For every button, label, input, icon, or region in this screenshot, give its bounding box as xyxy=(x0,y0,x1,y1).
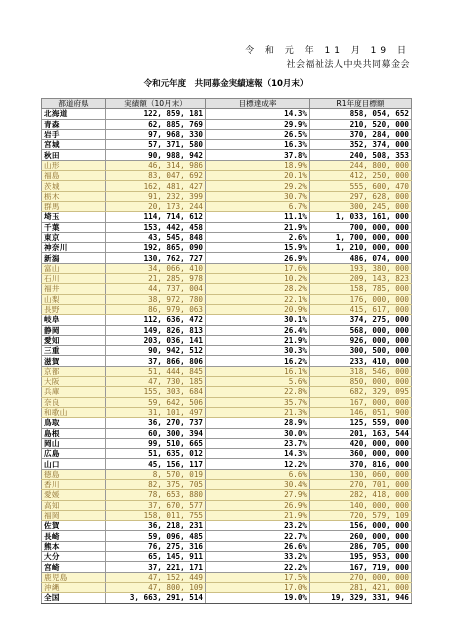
prefecture-cell: 鳥取 xyxy=(42,418,106,428)
results-table xyxy=(41,98,412,604)
actual-amount-cell: 86, 979, 063 xyxy=(106,304,206,314)
achievement-rate-cell: 14.3% xyxy=(206,109,310,119)
actual-amount-cell: 97, 968, 330 xyxy=(106,129,206,139)
achievement-rate-cell: 22.1% xyxy=(206,294,310,304)
table-row xyxy=(42,294,412,304)
table-row xyxy=(42,253,412,263)
target-amount-cell: 412, 250, 000 xyxy=(310,171,412,181)
target-amount-cell: 858, 054, 652 xyxy=(310,109,412,119)
target-amount-cell: 167, 719, 000 xyxy=(310,562,412,572)
table-row xyxy=(42,397,412,407)
table-row xyxy=(42,325,412,335)
target-amount-cell: 282, 418, 000 xyxy=(310,490,412,500)
target-amount-cell: 555, 600, 470 xyxy=(310,181,412,191)
prefecture-cell: 岩手 xyxy=(42,129,106,139)
target-amount-cell: 318, 546, 000 xyxy=(310,366,412,376)
actual-amount-cell: 76, 275, 316 xyxy=(106,541,206,551)
target-amount-cell: 850, 000, 000 xyxy=(310,377,412,387)
achievement-rate-cell: 26.9% xyxy=(206,253,310,263)
actual-amount-cell: 43, 545, 848 xyxy=(106,232,206,242)
table-row xyxy=(42,500,412,510)
column-header-actual: 実績額（10月末） xyxy=(106,99,206,109)
table-row xyxy=(42,552,412,562)
target-amount-cell: 176, 000, 000 xyxy=(310,294,412,304)
prefecture-cell: 香川 xyxy=(42,479,106,489)
target-amount-cell: 300, 245, 000 xyxy=(310,201,412,211)
prefecture-cell: 石川 xyxy=(42,274,106,284)
actual-amount-cell: 57, 371, 580 xyxy=(106,140,206,150)
target-amount-cell: 167, 000, 000 xyxy=(310,397,412,407)
report-date: 令 和 元 年 11 月 19 日 xyxy=(245,46,410,56)
target-amount-cell: 140, 000, 000 xyxy=(310,500,412,510)
achievement-rate-cell: 15.9% xyxy=(206,243,310,253)
prefecture-cell: 宮城 xyxy=(42,140,106,150)
table-row xyxy=(42,304,412,314)
actual-amount-cell: 44, 737, 004 xyxy=(106,284,206,294)
target-amount-cell: 146, 051, 900 xyxy=(310,407,412,417)
target-amount-cell: 1, 700, 000, 000 xyxy=(310,232,412,242)
prefecture-cell: 全国 xyxy=(42,593,106,603)
prefecture-cell: 長崎 xyxy=(42,531,106,541)
actual-amount-cell: 34, 066, 410 xyxy=(106,263,206,273)
achievement-rate-cell: 17.6% xyxy=(206,263,310,273)
achievement-rate-cell: 23.7% xyxy=(206,438,310,448)
achievement-rate-cell: 16.2% xyxy=(206,356,310,366)
actual-amount-cell: 153, 442, 458 xyxy=(106,222,206,232)
actual-amount-cell: 51, 444, 845 xyxy=(106,366,206,376)
achievement-rate-cell: 33.2% xyxy=(206,552,310,562)
target-amount-cell: 420, 000, 000 xyxy=(310,438,412,448)
actual-amount-cell: 38, 972, 780 xyxy=(106,294,206,304)
table-row xyxy=(42,160,412,170)
achievement-rate-cell: 21.3% xyxy=(206,407,310,417)
prefecture-cell: 北海道 xyxy=(42,109,106,119)
target-amount-cell: 352, 374, 000 xyxy=(310,140,412,150)
target-amount-cell: 682, 329, 095 xyxy=(310,387,412,397)
achievement-rate-cell: 37.8% xyxy=(206,150,310,160)
table-row xyxy=(42,356,412,366)
actual-amount-cell: 47, 152, 449 xyxy=(106,572,206,582)
actual-amount-cell: 90, 942, 512 xyxy=(106,346,206,356)
actual-amount-cell: 83, 047, 692 xyxy=(106,171,206,181)
achievement-rate-cell: 23.2% xyxy=(206,521,310,531)
actual-amount-cell: 59, 642, 506 xyxy=(106,397,206,407)
actual-amount-cell: 51, 635, 012 xyxy=(106,449,206,459)
target-amount-cell: 370, 816, 000 xyxy=(310,459,412,469)
target-amount-cell: 125, 559, 000 xyxy=(310,418,412,428)
achievement-rate-cell: 11.1% xyxy=(206,212,310,222)
achievement-rate-cell: 28.2% xyxy=(206,284,310,294)
achievement-rate-cell: 26.6% xyxy=(206,541,310,551)
achievement-rate-cell: 6.6% xyxy=(206,469,310,479)
target-amount-cell: 1, 033, 161, 000 xyxy=(310,212,412,222)
prefecture-cell: 神奈川 xyxy=(42,243,106,253)
achievement-rate-cell: 18.9% xyxy=(206,160,310,170)
achievement-rate-cell: 26.9% xyxy=(206,500,310,510)
table-row xyxy=(42,418,412,428)
table-row xyxy=(42,274,412,284)
actual-amount-cell: 60, 300, 394 xyxy=(106,428,206,438)
target-amount-cell: 297, 628, 000 xyxy=(310,191,412,201)
column-header-target: R1年度目標額 xyxy=(310,99,412,109)
actual-amount-cell: 47, 730, 185 xyxy=(106,377,206,387)
target-amount-cell: 195, 953, 000 xyxy=(310,552,412,562)
achievement-rate-cell: 30.4% xyxy=(206,479,310,489)
prefecture-cell: 岐阜 xyxy=(42,315,106,325)
actual-amount-cell: 155, 303, 684 xyxy=(106,387,206,397)
prefecture-cell: 山形 xyxy=(42,160,106,170)
table-row xyxy=(42,232,412,242)
column-header-rate: 目標達成率 xyxy=(206,99,310,109)
actual-amount-cell: 130, 762, 727 xyxy=(106,253,206,263)
table-row xyxy=(42,521,412,531)
achievement-rate-cell: 22.8% xyxy=(206,387,310,397)
achievement-rate-cell: 26.4% xyxy=(206,325,310,335)
target-amount-cell: 244, 800, 000 xyxy=(310,160,412,170)
target-amount-cell: 260, 000, 000 xyxy=(310,531,412,541)
prefecture-cell: 和歌山 xyxy=(42,407,106,417)
prefecture-cell: 京都 xyxy=(42,366,106,376)
prefecture-cell: 福岡 xyxy=(42,510,106,520)
achievement-rate-cell: 20.1% xyxy=(206,171,310,181)
target-amount-cell: 370, 284, 000 xyxy=(310,129,412,139)
prefecture-cell: 鹿児島 xyxy=(42,572,106,582)
table-row xyxy=(42,490,412,500)
achievement-rate-cell: 27.9% xyxy=(206,490,310,500)
actual-amount-cell: 149, 826, 813 xyxy=(106,325,206,335)
achievement-rate-cell: 20.9% xyxy=(206,304,310,314)
table-row xyxy=(42,315,412,325)
table-row xyxy=(42,407,412,417)
prefecture-cell: 山口 xyxy=(42,459,106,469)
table-row xyxy=(42,449,412,459)
table-row xyxy=(42,541,412,551)
target-amount-cell: 201, 163, 544 xyxy=(310,428,412,438)
organization-name: 社会福祉法人中央共同募金会 xyxy=(286,60,410,70)
prefecture-cell: 徳島 xyxy=(42,469,106,479)
actual-amount-cell: 162, 481, 427 xyxy=(106,181,206,191)
header-row xyxy=(42,99,412,109)
actual-amount-cell: 21, 285, 978 xyxy=(106,274,206,284)
prefecture-cell: 佐賀 xyxy=(42,521,106,531)
target-amount-cell: 156, 000, 000 xyxy=(310,521,412,531)
prefecture-cell: 東京 xyxy=(42,232,106,242)
actual-amount-cell: 192, 865, 090 xyxy=(106,243,206,253)
prefecture-cell: 岡山 xyxy=(42,438,106,448)
achievement-rate-cell: 22.7% xyxy=(206,531,310,541)
actual-amount-cell: 37, 670, 577 xyxy=(106,500,206,510)
prefecture-cell: 三重 xyxy=(42,346,106,356)
achievement-rate-cell: 30.1% xyxy=(206,315,310,325)
actual-amount-cell: 112, 636, 472 xyxy=(106,315,206,325)
prefecture-cell: 熊本 xyxy=(42,541,106,551)
table-row xyxy=(42,387,412,397)
achievement-rate-cell: 6.7% xyxy=(206,201,310,211)
achievement-rate-cell: 26.5% xyxy=(206,129,310,139)
actual-amount-cell: 203, 036, 141 xyxy=(106,335,206,345)
prefecture-cell: 秋田 xyxy=(42,150,106,160)
achievement-rate-cell: 12.2% xyxy=(206,459,310,469)
prefecture-cell: 兵庫 xyxy=(42,387,106,397)
target-amount-cell: 240, 508, 353 xyxy=(310,150,412,160)
achievement-rate-cell: 21.9% xyxy=(206,510,310,520)
actual-amount-cell: 31, 101, 497 xyxy=(106,407,206,417)
target-amount-cell: 720, 579, 109 xyxy=(310,510,412,520)
table-row xyxy=(42,212,412,222)
prefecture-cell: 大分 xyxy=(42,552,106,562)
table-body xyxy=(42,109,412,603)
target-amount-cell: 210, 520, 000 xyxy=(310,119,412,129)
actual-amount-cell: 158, 011, 755 xyxy=(106,510,206,520)
table-row xyxy=(42,562,412,572)
table-row xyxy=(42,531,412,541)
target-amount-cell: 1, 210, 000, 000 xyxy=(310,243,412,253)
table-row-total xyxy=(42,593,412,603)
table-row xyxy=(42,109,412,119)
prefecture-cell: 静岡 xyxy=(42,325,106,335)
achievement-rate-cell: 17.5% xyxy=(206,572,310,582)
achievement-rate-cell: 5.6% xyxy=(206,377,310,387)
table-row xyxy=(42,191,412,201)
achievement-rate-cell: 21.9% xyxy=(206,335,310,345)
actual-amount-cell: 3, 663, 291, 514 xyxy=(106,593,206,603)
column-header-prefecture: 都道府県 xyxy=(42,99,106,109)
report-title: 令和元年度 共同募金実績速報（10月末） xyxy=(143,79,309,89)
target-amount-cell: 926, 000, 000 xyxy=(310,335,412,345)
actual-amount-cell: 82, 375, 705 xyxy=(106,479,206,489)
target-amount-cell: 360, 000, 000 xyxy=(310,449,412,459)
table-row xyxy=(42,171,412,181)
table-row xyxy=(42,181,412,191)
achievement-rate-cell: 16.1% xyxy=(206,366,310,376)
prefecture-cell: 愛知 xyxy=(42,335,106,345)
actual-amount-cell: 59, 096, 485 xyxy=(106,531,206,541)
achievement-rate-cell: 10.2% xyxy=(206,274,310,284)
target-amount-cell: 286, 705, 000 xyxy=(310,541,412,551)
prefecture-cell: 山梨 xyxy=(42,294,106,304)
actual-amount-cell: 20, 173, 244 xyxy=(106,201,206,211)
prefecture-cell: 愛媛 xyxy=(42,490,106,500)
table-row xyxy=(42,201,412,211)
prefecture-cell: 高知 xyxy=(42,500,106,510)
actual-amount-cell: 46, 314, 986 xyxy=(106,160,206,170)
actual-amount-cell: 36, 218, 231 xyxy=(106,521,206,531)
table-row xyxy=(42,438,412,448)
actual-amount-cell: 37, 221, 171 xyxy=(106,562,206,572)
actual-amount-cell: 78, 653, 880 xyxy=(106,490,206,500)
table-row xyxy=(42,150,412,160)
table-row xyxy=(42,140,412,150)
target-amount-cell: 270, 701, 000 xyxy=(310,479,412,489)
actual-amount-cell: 65, 145, 911 xyxy=(106,552,206,562)
prefecture-cell: 大阪 xyxy=(42,377,106,387)
prefecture-cell: 福井 xyxy=(42,284,106,294)
target-amount-cell: 270, 000, 000 xyxy=(310,572,412,582)
actual-amount-cell: 36, 270, 737 xyxy=(106,418,206,428)
table-row xyxy=(42,377,412,387)
target-amount-cell: 700, 000, 000 xyxy=(310,222,412,232)
achievement-rate-cell: 2.6% xyxy=(206,232,310,242)
table-row xyxy=(42,284,412,294)
table-row xyxy=(42,129,412,139)
achievement-rate-cell: 30.0% xyxy=(206,428,310,438)
table-row xyxy=(42,469,412,479)
table-row xyxy=(42,366,412,376)
prefecture-cell: 埼玉 xyxy=(42,212,106,222)
actual-amount-cell: 45, 156, 117 xyxy=(106,459,206,469)
table-row xyxy=(42,479,412,489)
target-amount-cell: 158, 785, 000 xyxy=(310,284,412,294)
actual-amount-cell: 91, 232, 399 xyxy=(106,191,206,201)
achievement-rate-cell: 22.2% xyxy=(206,562,310,572)
table-row xyxy=(42,572,412,582)
prefecture-cell: 群馬 xyxy=(42,201,106,211)
actual-amount-cell: 37, 866, 806 xyxy=(106,356,206,366)
actual-amount-cell: 47, 800, 109 xyxy=(106,582,206,592)
achievement-rate-cell: 29.9% xyxy=(206,119,310,129)
achievement-rate-cell: 17.0% xyxy=(206,582,310,592)
table-row xyxy=(42,222,412,232)
achievement-rate-cell: 30.3% xyxy=(206,346,310,356)
table-row xyxy=(42,428,412,438)
actual-amount-cell: 114, 714, 612 xyxy=(106,212,206,222)
achievement-rate-cell: 21.9% xyxy=(206,222,310,232)
target-amount-cell: 193, 380, 000 xyxy=(310,263,412,273)
prefecture-cell: 福島 xyxy=(42,171,106,181)
prefecture-cell: 栃木 xyxy=(42,191,106,201)
table-row xyxy=(42,263,412,273)
target-amount-cell: 19, 329, 331, 946 xyxy=(310,593,412,603)
prefecture-cell: 沖縄 xyxy=(42,582,106,592)
prefecture-cell: 島根 xyxy=(42,428,106,438)
target-amount-cell: 281, 421, 000 xyxy=(310,582,412,592)
prefecture-cell: 滋賀 xyxy=(42,356,106,366)
target-amount-cell: 209, 143, 823 xyxy=(310,274,412,284)
prefecture-cell: 長野 xyxy=(42,304,106,314)
achievement-rate-cell: 30.7% xyxy=(206,191,310,201)
table-row xyxy=(42,459,412,469)
table-header xyxy=(42,99,412,109)
table-row xyxy=(42,510,412,520)
prefecture-cell: 奈良 xyxy=(42,397,106,407)
prefecture-cell: 広島 xyxy=(42,449,106,459)
table-row xyxy=(42,582,412,592)
achievement-rate-cell: 14.3% xyxy=(206,449,310,459)
table-row xyxy=(42,346,412,356)
table-row xyxy=(42,119,412,129)
target-amount-cell: 568, 000, 000 xyxy=(310,325,412,335)
target-amount-cell: 374, 275, 000 xyxy=(310,315,412,325)
target-amount-cell: 130, 060, 000 xyxy=(310,469,412,479)
prefecture-cell: 青森 xyxy=(42,119,106,129)
target-amount-cell: 486, 074, 000 xyxy=(310,253,412,263)
actual-amount-cell: 62, 885, 769 xyxy=(106,119,206,129)
prefecture-cell: 茨城 xyxy=(42,181,106,191)
achievement-rate-cell: 29.2% xyxy=(206,181,310,191)
prefecture-cell: 宮崎 xyxy=(42,562,106,572)
prefecture-cell: 富山 xyxy=(42,263,106,273)
target-amount-cell: 233, 410, 000 xyxy=(310,356,412,366)
achievement-rate-cell: 28.9% xyxy=(206,418,310,428)
achievement-rate-cell: 35.7% xyxy=(206,397,310,407)
actual-amount-cell: 8, 570, 019 xyxy=(106,469,206,479)
actual-amount-cell: 90, 988, 942 xyxy=(106,150,206,160)
actual-amount-cell: 99, 510, 665 xyxy=(106,438,206,448)
prefecture-cell: 新潟 xyxy=(42,253,106,263)
actual-amount-cell: 122, 859, 181 xyxy=(106,109,206,119)
target-amount-cell: 300, 500, 000 xyxy=(310,346,412,356)
table-row xyxy=(42,335,412,345)
achievement-rate-cell: 19.0% xyxy=(206,593,310,603)
table-row xyxy=(42,243,412,253)
target-amount-cell: 415, 617, 000 xyxy=(310,304,412,314)
prefecture-cell: 千葉 xyxy=(42,222,106,232)
achievement-rate-cell: 16.3% xyxy=(206,140,310,150)
